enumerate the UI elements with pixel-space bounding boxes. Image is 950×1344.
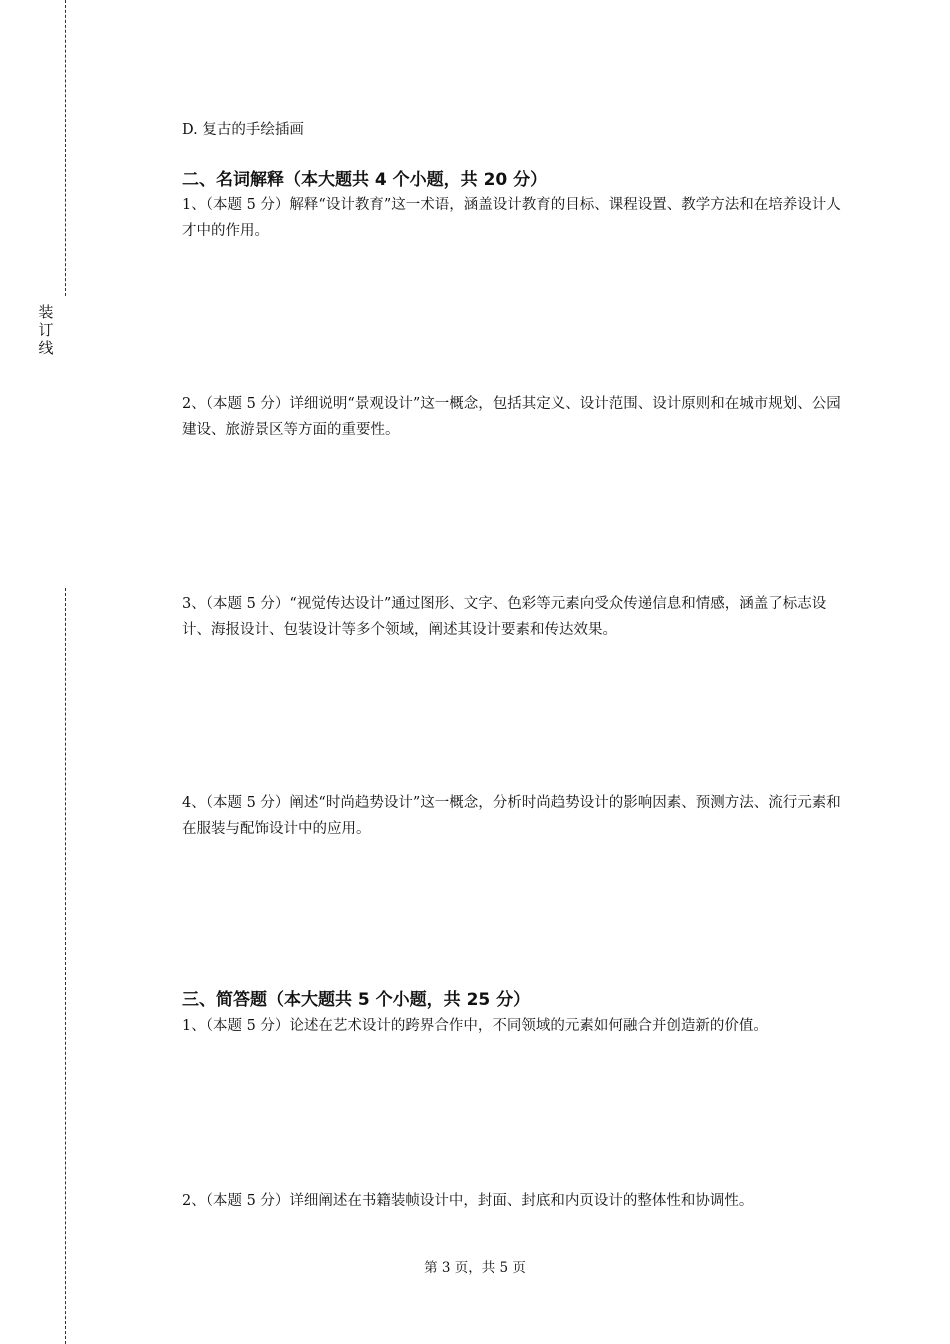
question-2-3: 3、（本题 5 分）“视觉传达设计”通过图形、文字、色彩等元素向受众传递信息和情感，涵盖了标志设计、海报设计、包装设计等多个领域，阐述其设计要素和传达效果。 [182,596,827,638]
binding-label-char: 线 [38,339,54,357]
question-3-1: 1、（本题 5 分）论述在艺术设计的跨界合作中，不同领域的元素如何融合并创造新的价值。 [182,1018,768,1034]
question-2-1: 1、（本题 5 分）解释“设计教育”这一术语，涵盖设计教育的目标、课程设置、教学方法和在培养设计人才中的作用。 [182,197,841,239]
binding-dashed-line-top [65,0,66,296]
binding-label-char: 装 [38,303,54,321]
section-title-noun-explanation: 二、名词解释（本大题共 4 个小题，共 20 分） [182,170,548,190]
binding-dashed-line-bottom [65,588,66,1344]
question-2-4: 4、（本题 5 分）阐述“时尚趋势设计”这一概念，分析时尚趋势设计的影响因素、预测方法、流行元素和在服装与配饰设计中的应用。 [182,795,841,837]
question-3-2: 2、（本题 5 分）详细阐述在书籍装帧设计中，封面、封底和内页设计的整体性和协调性。 [182,1193,754,1209]
binding-label-char: 订 [38,321,54,339]
section-title-short-answer: 三、简答题（本大题共 5 个小题，共 25 分） [182,990,531,1010]
page-footer: 第 3 页，共 5 页 [424,1260,526,1276]
binding-line-label [36,303,56,357]
option-d: D. 复古的手绘插画 [182,122,304,138]
question-2-2: 2、（本题 5 分）详细说明“景观设计”这一概念，包括其定义、设计范围、设计原则和在城市规划、公园建设、旅游景区等方面的重要性。 [182,396,841,438]
